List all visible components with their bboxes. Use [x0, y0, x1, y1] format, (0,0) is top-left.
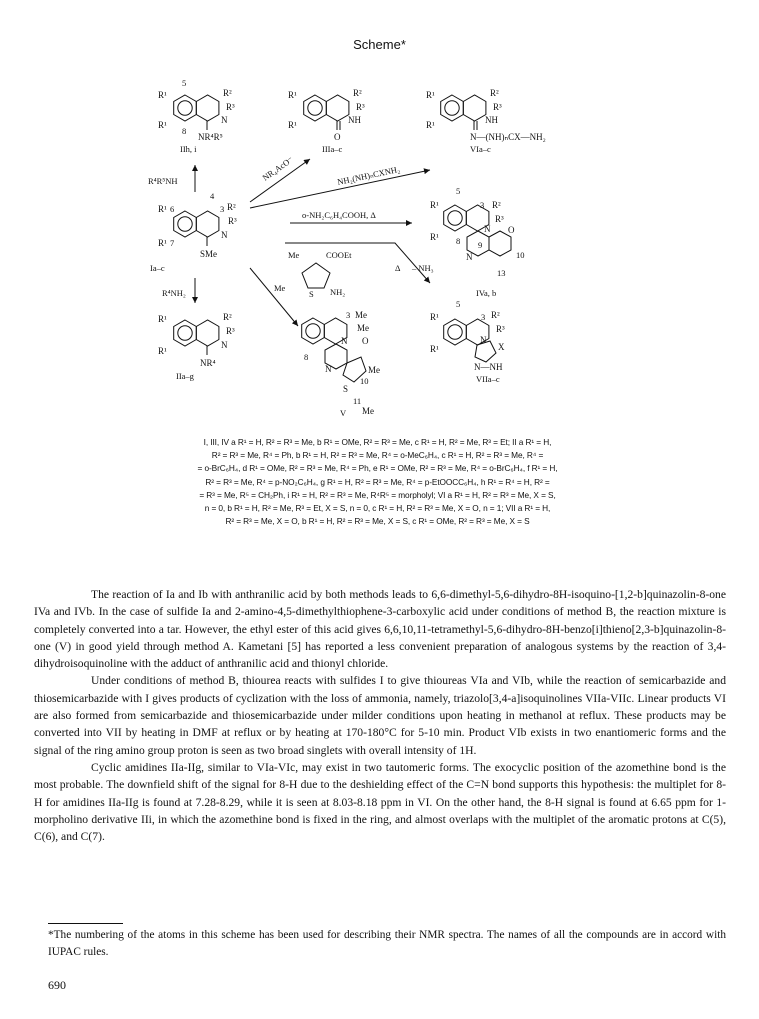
nh-atom: NH [348, 115, 361, 125]
footnote: *The numbering of the atoms in this scheme has been used for describing their NMR spectra. The names of all the compounds are in accord with IUPAC rules. [48, 929, 726, 958]
legend-line: n = 0, b R¹ = H, R² = Me, R³ = Et, X = S, n = 0, c R¹ = H, R² = R³ = Me, X = O, n = 1; VII a R¹ = H, [204, 503, 551, 514]
n-atom: N [221, 340, 228, 350]
legend-line: = R³ = Me, R⁵ = CH₂Ph, i R¹ = H, R² = R³ = Me, R⁴R⁵ = morpholyl; VI a R¹ = H, R² = R³ = Me, X = S, [199, 489, 556, 500]
r2-label: R² [491, 310, 500, 320]
n-atom: N [466, 252, 473, 262]
r2-label: R² [223, 312, 232, 322]
atom-num-8: 8 [304, 352, 309, 362]
structure-IIhi [158, 78, 235, 154]
r1-label: R¹ [158, 120, 167, 130]
side-chain: N—(NH)ₙCX—NH₂ [470, 132, 546, 142]
r2-label: R² [227, 202, 236, 212]
atom-num-13: 13 [497, 268, 506, 278]
r3-label: R³ [226, 326, 235, 336]
atom-num-11: 11 [353, 396, 362, 406]
paragraph: The reaction of Ia and Ib with anthranilic acid by both methods leads to 6,6-dimethyl-5,6-dihydro-8H-isoquino-[1,2-b]quinazolin-8-one IVa and IVb. In the case of sulfide Ia and 2-amino-4,5-dimethylthiophene-3-carboxylic acid under conditions of method B, the reaction mixture is completely converted into a tar. However, the ethyl ester of this acid gives 6,6,10,11-tetramethyl-5,6-dihydro-8H-benzo[i]thieno[2,3-b]quinazolin-8-one (V) in good yield through method A. Kametani [5] has reported a less convenient preparation of analogous systems by the reaction of 3,4-dihydroisoquinoline with the adduct of anthranilic acid and thionyl chloride. [34, 588, 726, 671]
r1-label: R¹ [158, 314, 167, 324]
atom-num-9: 9 [478, 240, 483, 250]
r3-label: R³ [495, 214, 504, 224]
me-group: Me [357, 323, 369, 333]
legend-line: = o-BrC₆H₄, d R¹ = OMe, R² = R³ = Me, R⁴ = Ph, e R¹ = OMe, R² = R³ = Me, R⁴ = o-BrC₆H₄, f R¹ = H, [197, 463, 558, 474]
x-group: X [498, 342, 505, 352]
atom-num-3: 3 [481, 312, 486, 322]
r1-label: R¹ [158, 204, 167, 214]
atom-num-3: 3 [220, 204, 225, 214]
atom-num-5: 5 [456, 299, 461, 309]
atom-num-3: 3 [346, 310, 351, 320]
me-group: Me [368, 365, 380, 375]
atom-num-6: 6 [170, 204, 175, 214]
structure-IIag [158, 312, 235, 381]
legend-line: R² = R³ = Me, X = O, b R¹ = H, R² = R³ = Me, X = S, c R¹ = OMe, R² = R³ = Me, X = S [225, 516, 530, 527]
r1-label: R¹ [430, 200, 439, 210]
o-atom: O [362, 336, 369, 346]
atom-num-8: 8 [456, 236, 461, 246]
n-atom: N [480, 335, 487, 345]
reagent-r4nh2: R⁴NH₂ [162, 288, 186, 298]
legend-line: R² = R³ = Me, R⁴ = p-NO₂C₆H₄, g R¹ = H, R² = R³ = Me, R⁴ = p-EtOOCC₆H₄, h R¹ = R⁴ = H, R² = [205, 476, 550, 487]
r1-label: R¹ [430, 312, 439, 322]
sme-group: SMe [200, 249, 218, 259]
nr4r5-label: NR⁴R⁵ [198, 132, 223, 142]
structure-VIac [426, 88, 546, 154]
atom-num-10: 10 [360, 376, 369, 386]
reaction-arrows [195, 159, 430, 326]
r3-label: R³ [226, 102, 235, 112]
structure-V [302, 310, 380, 418]
nh2-group: NH₂ [330, 287, 346, 297]
reagent-nh3: – NH₃ [412, 263, 434, 273]
n-atom: N [484, 224, 491, 234]
r1-label: R¹ [430, 344, 439, 354]
atom-num-7: 7 [170, 238, 175, 248]
r1-label: R¹ [430, 232, 439, 242]
n-atom: N [221, 115, 228, 125]
me-group: Me [362, 406, 374, 416]
atom-num-10: 10 [516, 250, 525, 260]
r2-label: R² [492, 200, 501, 210]
reagent-urea: NH₂(NH)ₙCXNH₂ [336, 163, 401, 187]
o-atom: O [334, 132, 341, 142]
me-group: Me [355, 310, 367, 320]
r1-label: R¹ [288, 120, 297, 130]
scheme-title: Scheme* [353, 37, 406, 52]
atom-num-8: 8 [182, 126, 187, 136]
structure-thiophene-reagent [274, 250, 352, 299]
structure-IVab [430, 186, 525, 298]
compound-IVab: IVa, b [476, 288, 497, 298]
page-number: 690 [48, 978, 66, 992]
body-text [34, 586, 726, 845]
n-atom: N [325, 364, 332, 374]
r3-label: R³ [228, 216, 237, 226]
atom-num-5: 5 [182, 78, 187, 88]
n-atom: N [341, 336, 348, 346]
r1-label: R¹ [426, 120, 435, 130]
r2-label: R² [490, 88, 499, 98]
cooet-group: COOEt [326, 250, 352, 260]
r1-label: R¹ [158, 90, 167, 100]
reaction-scheme [140, 68, 620, 432]
scheme-legend [140, 436, 615, 528]
r1-label: R¹ [288, 90, 297, 100]
footnote-rule [48, 923, 123, 924]
reagent-amine: R⁴R⁵NH [148, 176, 178, 186]
n-atom: N [221, 230, 228, 240]
s-atom: S [343, 384, 349, 394]
nh-atom: NH [485, 115, 498, 125]
s-atom: S [309, 289, 314, 299]
compound-IIIac: IIIa–c [322, 144, 343, 154]
r2-label: R² [353, 88, 362, 98]
r1-label: R¹ [158, 346, 167, 356]
atom-num-4: 4 [210, 191, 215, 201]
r1-label: R¹ [158, 238, 167, 248]
ring-nnh: N—NH [474, 362, 503, 372]
r2-label: R² [223, 88, 232, 98]
structure-IIIac [288, 88, 365, 154]
compound-IIag: IIa–g [176, 371, 194, 381]
legend-line: I, III, IV a R¹ = H, R² = R³ = Me, b R¹ = OMe, R² = R³ = Me, c R¹ = H, R² = Me, R³ = Et; II a R¹ = H, [203, 437, 552, 447]
atom-num-5: 5 [456, 186, 461, 196]
r3-label: R³ [356, 102, 365, 112]
nr4-label: NR⁴ [200, 358, 216, 368]
me-group: Me [288, 250, 300, 260]
reagent-heat: Δ [395, 263, 401, 273]
atom-num-3: 3 [480, 200, 485, 210]
reagent-acetate: NR₄AcO⁻ [260, 154, 296, 183]
o-atom: O [508, 225, 515, 235]
r1-label: R¹ [426, 90, 435, 100]
structure-Iac [150, 191, 237, 273]
compound-Iac: Ia–c [150, 263, 165, 273]
r3-label: R³ [493, 102, 502, 112]
compound-VII: VIIa–c [476, 374, 500, 384]
structure-VII [430, 299, 505, 384]
compound-VIac: VIa–c [470, 144, 491, 154]
paragraph: Under conditions of method B, thiourea reacts with sulfides I to give thioureas VIa and VIb, while the reaction of semicarbazide and thiosemicarbazide with I gives products of cyclization with the loss of ammonia, namely, triazolo[3,4-a]isoquinolines VIIa-VIIc. Linear products VI are also formed from semicarbazide and thiosemicarbazide under milder conditions upon heating in methanol at reflux. These products may be converted into VII by heating in DMF at reflux or by heating at 170-180°C for 5-10 min. Product VIb exists in two enantiomeric forms and the signal of the ring amino group proton is seen as two broad singlets with overall intensity of 1H. [34, 674, 726, 757]
r3-label: R³ [496, 324, 505, 334]
paragraph: Cyclic amidines IIa-IIg, similar to VIa-VIc, may exist in two tautomeric forms. The exocyclic position of the azomethine bond is the most probable. The downfield shift of the signal for 8-H due to the deshielding effect of the C=N bond supports this hypothesis: the multiplet for 8-H for amidines IIa-IIg is found at 7.28-8.29, while it is seen at 8.03-8.18 ppm in VI. On the other hand, the 8-H signal is found at 6.65 ppm for 1-morpholino derivative IIi, in which the azomethine bond is fixed in the ring, and almost overlaps with the multiplet of the aromatic protons at C(5), C(6), and C(7). [34, 760, 726, 844]
legend-line: R² = R³ = Me, R⁴ = Ph, b R¹ = H, R² = R³ = Me, R⁴ = o-MeC₆H₄, c R¹ = H, R² = R³ = Me, R⁴ = [211, 450, 544, 461]
compound-V: V [340, 408, 347, 418]
reagent-anthranilic: o-NH₂C₆H₄COOH, Δ [302, 210, 376, 220]
me-group: Me [274, 283, 286, 293]
compound-IIhi: IIh, i [180, 144, 197, 154]
